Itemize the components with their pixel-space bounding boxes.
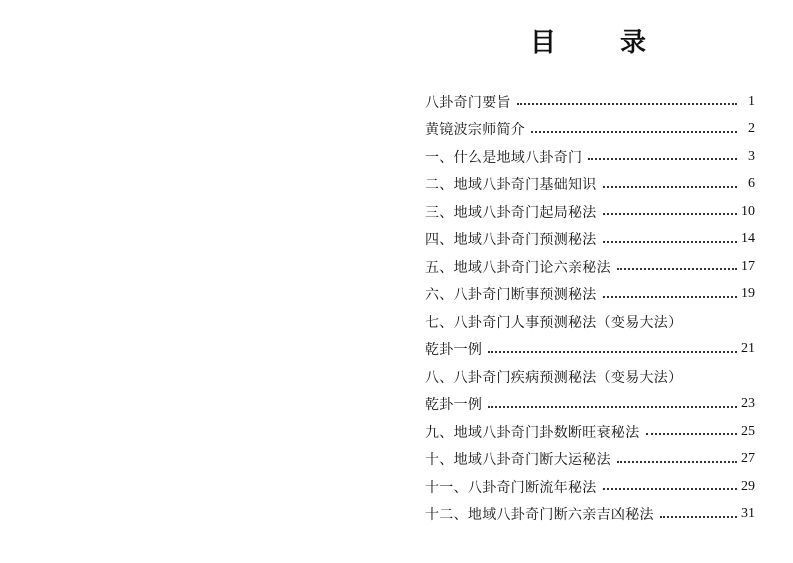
toc-dot-leader (660, 515, 737, 518)
toc-entry[interactable] (425, 253, 755, 281)
toc-entry-title: 黄镜波宗师简介 (425, 122, 526, 139)
toc-entry[interactable] (425, 88, 755, 116)
toc-page-number: 29 (741, 478, 755, 494)
toc-entry[interactable] (425, 391, 755, 419)
toc-dot-leader (603, 185, 737, 188)
toc-entry-title: 乾卦一例 (425, 397, 483, 414)
toc-page-number: 3 (748, 148, 755, 164)
toc-entry[interactable] (425, 171, 755, 199)
toc-entry-title: 七、八卦奇门人事预测秘法（变易大法） (425, 314, 683, 331)
page-title (530, 22, 650, 58)
toc-entry[interactable] (425, 336, 755, 364)
toc-entry[interactable] (425, 226, 755, 254)
toc-dot-leader (603, 487, 737, 490)
toc-dot-leader (531, 130, 737, 133)
table-of-contents (425, 88, 755, 528)
toc-entry[interactable] (425, 143, 755, 171)
toc-page-number: 14 (741, 231, 755, 247)
toc-entry[interactable] (425, 198, 755, 226)
toc-entry-title: 四、地域八卦奇门预测秘法 (425, 232, 597, 249)
toc-entry[interactable] (425, 473, 755, 501)
toc-entry-title: 乾卦一例 (425, 342, 483, 359)
toc-dot-leader (603, 212, 737, 215)
toc-entry-title: 十、地域八卦奇门断大运秘法 (425, 452, 611, 469)
toc-dot-leader (488, 350, 737, 353)
title-char-2: 录 (620, 28, 647, 58)
toc-entry-title: 二、地域八卦奇门基础知识 (425, 177, 597, 194)
toc-entry[interactable] (425, 446, 755, 474)
toc-dot-leader (588, 157, 737, 160)
toc-entry-title: 十二、地域八卦奇门断六亲吉凶秘法 (425, 507, 654, 524)
toc-entry[interactable] (425, 308, 755, 336)
toc-entry-title: 一、什么是地域八卦奇门 (425, 149, 583, 166)
toc-page-number: 21 (741, 341, 755, 357)
title-char-1: 目 (530, 28, 557, 58)
toc-page-number: 27 (741, 451, 755, 467)
toc-dot-leader (603, 295, 737, 298)
toc-entry-title: 十一、八卦奇门断流年秘法 (425, 479, 597, 496)
toc-dot-leader (488, 405, 737, 408)
toc-dot-leader (617, 267, 737, 270)
toc-entry[interactable] (425, 281, 755, 309)
toc-page-number: 10 (741, 203, 755, 219)
toc-page-number: 19 (741, 286, 755, 302)
toc-page-number: 1 (748, 93, 755, 109)
toc-dot-leader (646, 432, 738, 435)
toc-dot-leader (603, 240, 737, 243)
toc-page-number: 23 (741, 396, 755, 412)
toc-page-number: 25 (741, 423, 755, 439)
toc-entry[interactable] (425, 501, 755, 529)
toc-entry-title: 八、八卦奇门疾病预测秘法（变易大法） (425, 369, 683, 386)
toc-entry[interactable] (425, 363, 755, 391)
toc-entry-title: 六、八卦奇门断事预测秘法 (425, 287, 597, 304)
toc-page-number: 6 (748, 176, 755, 192)
toc-entry[interactable] (425, 418, 755, 446)
toc-entry[interactable] (425, 116, 755, 144)
toc-page-number: 2 (748, 121, 755, 137)
toc-page-number: 17 (741, 258, 755, 274)
toc-entry-title: 九、地域八卦奇门卦数断旺衰秘法 (425, 424, 640, 441)
toc-entry-title: 五、地域八卦奇门论六亲秘法 (425, 259, 611, 276)
toc-entry-title: 三、地域八卦奇门起局秘法 (425, 204, 597, 221)
toc-entry-title: 八卦奇门要旨 (425, 94, 511, 111)
toc-page-number: 31 (741, 506, 755, 522)
toc-dot-leader (517, 102, 737, 105)
toc-dot-leader (617, 460, 737, 463)
